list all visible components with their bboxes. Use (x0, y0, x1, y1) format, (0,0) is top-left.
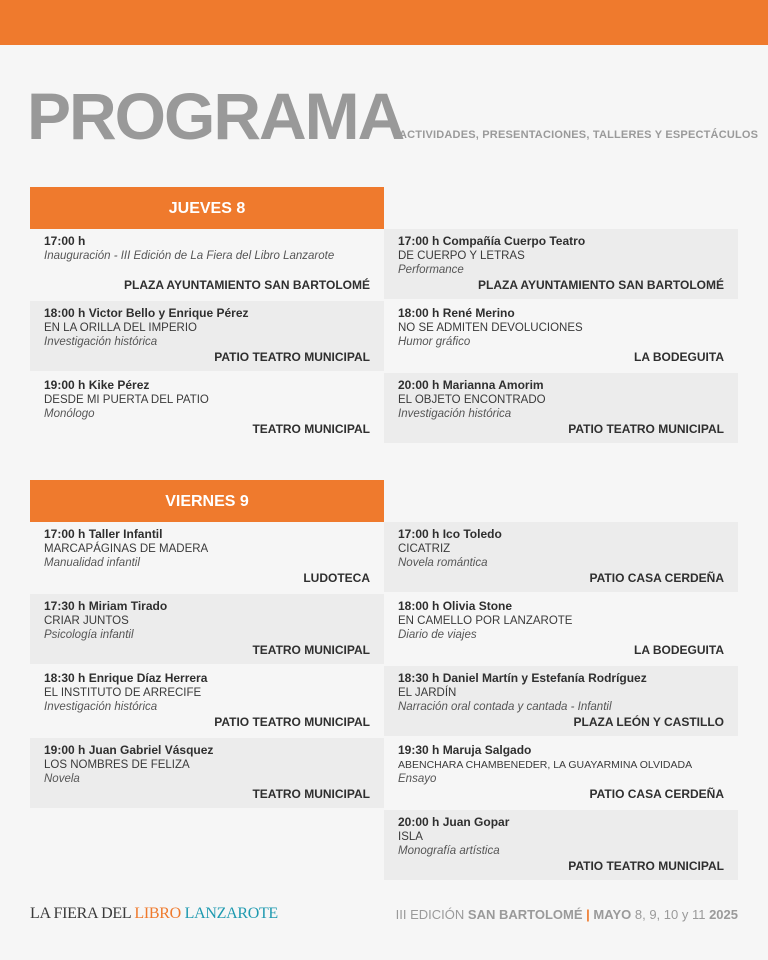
event-venue: PLAZA AYUNTAMIENTO SAN BARTOLOMÉ (123, 278, 370, 292)
event-genre: Performance (398, 264, 464, 276)
event-genre: Manualidad infantil (44, 557, 140, 569)
event-venue: PLAZA AYUNTAMIENTO SAN BARTOLOMÉ (477, 278, 724, 292)
event-card (30, 738, 384, 808)
event-genre: Ensayo (398, 773, 437, 785)
event-card (30, 373, 384, 443)
event-work: EN LA ORILLA DEL IMPERIO (44, 321, 197, 334)
event-genre: Diario de viajes (398, 629, 477, 641)
event-time-author: 18:30 h Daniel Martín y Estefanía Rodríguez (398, 671, 647, 685)
event-card (30, 522, 384, 592)
event-work: LOS NOMBRES DE FELIZA (44, 758, 190, 771)
event-time-author: 19:00 h Juan Gabriel Vásquez (44, 743, 214, 757)
event-card (384, 522, 738, 592)
event-card (384, 666, 738, 736)
event-work: CICATRIZ (398, 542, 451, 555)
top-accent-bar (0, 0, 768, 45)
event-card (384, 229, 738, 299)
event-venue: LUDOTECA (303, 571, 370, 585)
event-card (30, 666, 384, 736)
event-time-author: 20:00 h Marianna Amorim (398, 378, 544, 392)
event-card (30, 594, 384, 664)
event-time-author: 17:30 h Miriam Tirado (44, 599, 168, 613)
event-venue: PATIO TEATRO MUNICIPAL (214, 715, 370, 729)
event-venue: PATIO TEATRO MUNICIPAL (568, 859, 724, 873)
event-genre: Investigación histórica (398, 408, 512, 420)
event-venue: PLAZA LEÓN Y CASTILLO (573, 715, 724, 729)
event-work: EN CAMELLO POR LANZAROTE (398, 614, 573, 627)
event-card (30, 229, 384, 299)
event-time-author: 19:30 h Maruja Salgado (398, 743, 532, 757)
event-genre: Investigación histórica (44, 701, 158, 713)
event-venue: TEATRO MUNICIPAL (252, 422, 370, 436)
event-card (384, 594, 738, 664)
edition-days: 8, 9, 10 y 11 (634, 907, 706, 922)
day-header-viernes: VIERNES 9 (30, 480, 384, 523)
event-genre: Novela (44, 773, 80, 785)
event-work: EL JARDÍN (398, 686, 457, 699)
event-card (30, 301, 384, 371)
event-work: MARCAPÁGINAS DE MADERA (44, 542, 209, 555)
event-work: EL INSTITUTO DE ARRECIFE (44, 686, 202, 699)
event-work: DESDE MI PUERTA DEL PATIO (44, 393, 209, 406)
event-time-author: 17:00 h (44, 234, 86, 248)
edition-separator: | (586, 907, 590, 922)
event-time-author: 18:30 h Enrique Díaz Herrera (44, 671, 208, 685)
event-time-author: 17:00 h Taller Infantil (44, 527, 163, 541)
event-time-author: 18:00 h Victor Bello y Enrique Pérez (44, 306, 249, 320)
event-time-author: 18:00 h René Merino (398, 306, 515, 320)
event-card (384, 810, 738, 880)
event-work: DE CUERPO Y LETRAS (398, 249, 525, 262)
event-work: ABENCHARA CHAMBENEDER, LA GUAYARMINA OLVIDADA (398, 758, 693, 771)
edition-month: MAYO (593, 907, 632, 922)
event-work: NO SE ADMITEN DEVOLUCIONES (398, 321, 583, 334)
edition-info (396, 907, 738, 922)
event-time-author: 19:00 h Kike Pérez (44, 378, 150, 392)
event-venue: PATIO TEATRO MUNICIPAL (214, 350, 370, 364)
event-work: Inauguración - III Edición de La Fiera del Libro Lanzarote (44, 249, 335, 262)
event-card (384, 301, 738, 371)
event-work: ISLA (398, 830, 423, 843)
event-card (384, 373, 738, 443)
event-genre: Narración oral contada y cantada - Infantil (398, 701, 612, 713)
page-title: PROGRAMA (27, 79, 404, 153)
edition-label: III EDICIÓN (395, 907, 465, 922)
event-venue: TEATRO MUNICIPAL (252, 787, 370, 801)
event-venue: PATIO CASA CERDEÑA (589, 571, 724, 585)
brand-text-part1: LA FIERA DEL (30, 905, 135, 922)
event-venue: TEATRO MUNICIPAL (252, 643, 370, 657)
page-subtitle: ACTIVIDADES, PRESENTACIONES, TALLERES Y ESPECTÁCULOS (399, 129, 759, 141)
day-header-jueves: JUEVES 8 (30, 187, 384, 230)
event-time-author: 18:00 h Olivia Stone (398, 599, 513, 613)
event-card (384, 738, 738, 808)
event-time-author: 17:00 h Ico Toledo (398, 527, 502, 541)
edition-place: SAN BARTOLOMÉ (467, 907, 583, 922)
event-work: CRIAR JUNTOS (44, 614, 129, 627)
edition-year: 2025 (709, 907, 738, 922)
event-venue: PATIO TEATRO MUNICIPAL (568, 422, 724, 436)
event-venue: PATIO CASA CERDEÑA (589, 787, 724, 801)
event-genre: Monólogo (44, 408, 95, 420)
brand-text-libro: LIBRO (134, 905, 181, 922)
event-genre: Novela romántica (398, 557, 488, 569)
event-work: EL OBJETO ENCONTRADO (398, 393, 546, 406)
brand-text-lanzarote: LANZAROTE (180, 905, 278, 922)
event-genre: Monografía artística (398, 845, 500, 857)
event-time-author: 20:00 h Juan Gopar (398, 815, 510, 829)
event-genre: Humor gráfico (398, 336, 471, 348)
brand-logo-text (30, 905, 278, 923)
event-venue: LA BODEGUITA (634, 350, 724, 364)
event-genre: Investigación histórica (44, 336, 158, 348)
event-genre: Psicología infantil (44, 629, 134, 641)
event-venue: LA BODEGUITA (634, 643, 724, 657)
event-time-author: 17:00 h Compañía Cuerpo Teatro (398, 234, 586, 248)
